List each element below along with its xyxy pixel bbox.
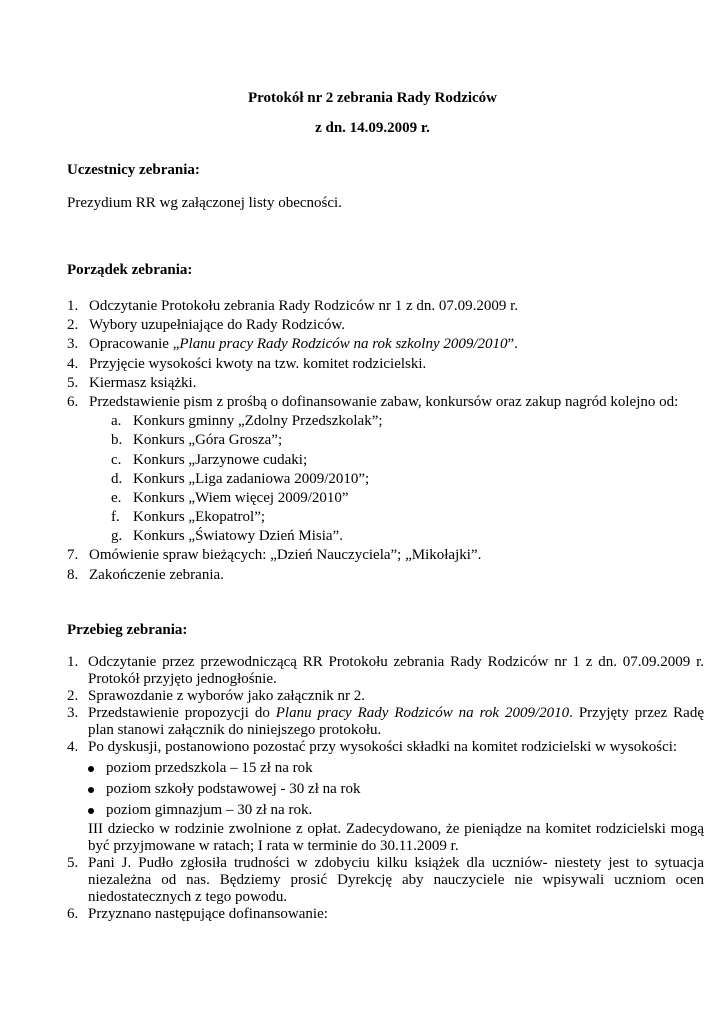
agenda-item: 5. Kiermasz książki. [67,374,197,391]
participants-text: Prezydium RR wg załączonej listy obecności. [67,195,342,211]
fee-note: III dziecko w rodzinie zwolnione z opłat. Zadecydowano, że pieniądze na komitet rodzicielski mogą być przyjmowane w ratach; I rata w terminie do 30.11.2009 r. [88,821,704,854]
course-list [67,654,704,923]
agenda-heading: Porządek zebrania: [67,262,193,278]
course-heading: Przebieg zebrania: [67,622,188,638]
bullet-icon [88,766,94,772]
agenda-sublist [89,412,725,546]
course-item-6: 6. Przyznano następujące dofinansowanie: [67,906,328,922]
agenda-subitem: f. Konkurs „Ekopatrol”; [111,509,266,526]
agenda-list [0,297,725,585]
course-item-4: 4. Po dyskusji, postanowiono pozostać przy wysokości składki na komitet rodzicielski w wysokości: poziom przedszkola – 15 zł na rok poziom szkoły podstawowej - 30 zł na rok poziom gimnazjum – 30 zł na rok. III dziecko w rodzinie zwolnione z opłat. Zadecydowano, że pieniądze na komitet rodzicielski mogą być przyjmowane w ratach; I rata w terminie do 30.11.2009 r. [67,739,704,854]
document-title: Protokół nr 2 zebrania Rady Rodziców [247,90,498,106]
agenda-subitem: c. Konkurs „Jarzynowe cudaki; [111,451,308,468]
fee-item: poziom gimnazjum – 30 zł na rok. [67,800,704,821]
agenda-subitem: b. Konkurs „Góra Grosza”; [111,432,283,449]
bullet-icon [88,808,94,814]
agenda-item: 3. Opracowanie „Planu pracy Rady Rodziców na rok szkolny 2009/2010”. [67,336,518,353]
course-item-3: 3. Przedstawienie propozycji do Planu pracy Rady Rodziców na rok 2009/2010. Przyjęty przez Radę plan stanowi załącznik do niniejszego protokołu. [67,705,704,738]
course-item-5: 5. Pani J. Pudło zgłosiła trudności w zdobyciu kilku książek dla uczniów- niestety jest to sytuacja niezależna od nas. Będziemy prosić Dyrekcję aby nauczyciele nie wpisywali uczniom ocen niedostatecznych z tego powodu. [67,855,704,905]
agenda-subitem: e. Konkurs „Wiem więcej 2009/2010” [111,489,349,506]
agenda-subitem: a. Konkurs gminny „Zdolny Przedszkolak”; [111,413,383,430]
participants-heading: Uczestnicy zebrania: [67,162,200,178]
course-item-2: 2. Sprawozdanie z wyborów jako załącznik nr 2. [67,688,365,704]
agenda-item: 7. Omówienie spraw bieżących: „Dzień Nauczyciela”; „Mikołajki”. [67,547,482,564]
agenda-item: 1. Odczytanie Protokołu zebrania Rady Rodziców nr 1 z dn. 07.09.2009 r. [67,298,519,314]
fee-item: poziom przedszkola – 15 zł na rok [67,758,704,779]
agenda-item: 4. Przyjęcie wysokości kwoty na tzw. komitet rodzicielski. [67,355,427,372]
fee-list [67,758,704,821]
agenda-item: 6. Przedstawienie pism z prośbą o dofinansowanie zabaw, konkursów oraz zakup nagród kolejno od: [67,393,679,410]
course-item-1: 1. Odczytanie przez przewodniczącą RR Protokołu zebrania Rady Rodziców nr 1 z dn. 07.09.2009 r. Protokół przyjęto jednogłośnie. [67,654,704,687]
bullet-icon [88,787,94,793]
document-date: z dn. 14.09.2009 r. [315,120,430,136]
agenda-item: 8. Zakończenie zebrania. [67,566,224,583]
agenda-subitem: g. Konkurs „Światowy Dzień Misia”. [111,528,343,545]
agenda-subitem: d. Konkurs „Liga zadaniowa 2009/2010”; [111,470,370,487]
agenda-item: 2. Wybory uzupełniające do Rady Rodziców. [67,317,345,334]
fee-item: poziom szkoły podstawowej - 30 zł na rok [67,779,704,800]
